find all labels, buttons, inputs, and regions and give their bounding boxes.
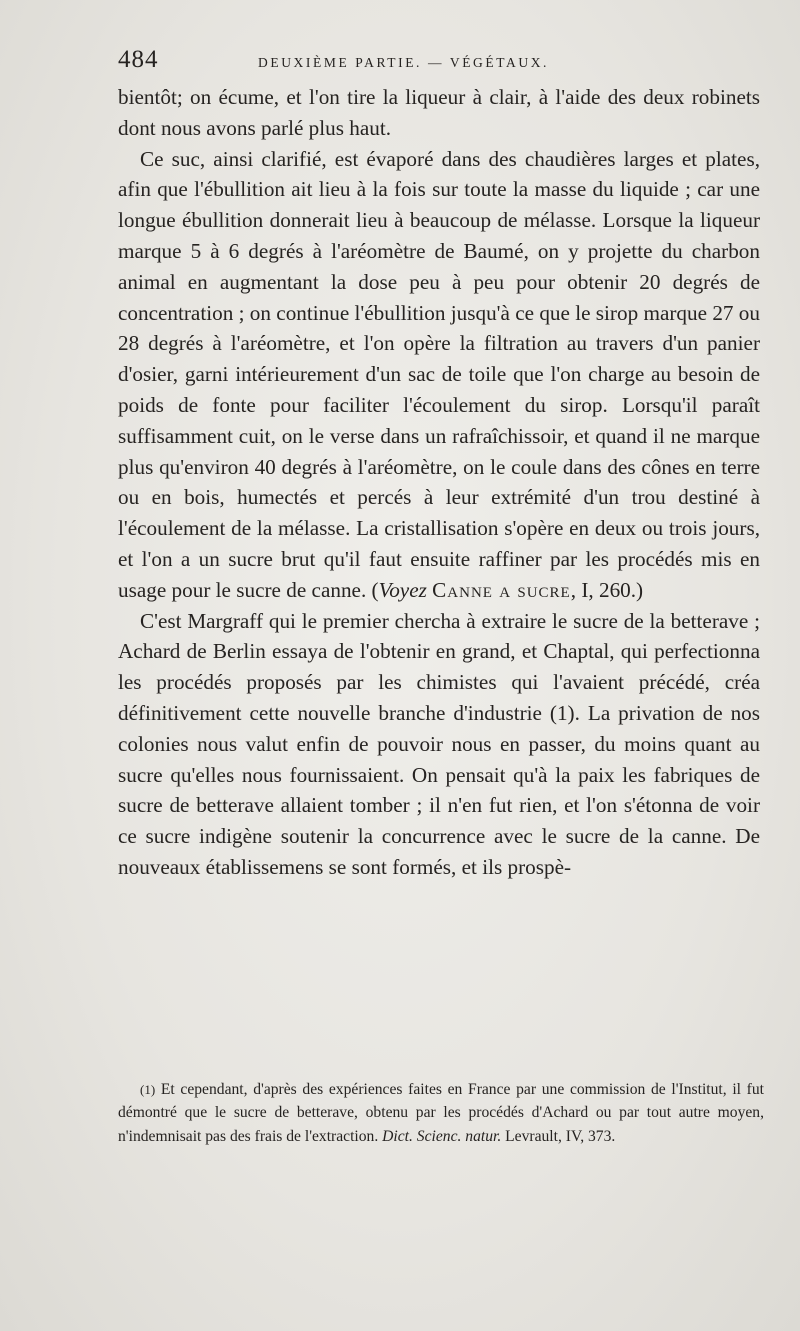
paragraph-3-text-a: C'est Margraff qui le premier chercha à extraire le sucre de la betterave ; Achard de Berlin essaya de l'obtenir en grand, et Chaptal, qui perfectionna les procédés proposés par les chimistes qui l'avaient précédé, créa définitivement cette nouvelle branche d'industrie bbox=[118, 608, 760, 725]
paragraph-3-text-b: . La privation de nos colonies nous valut enfin de pouvoir nous en passer, du moins quant au sucre qu'elles nous fournissaient. On pensait qu'à la paix les fabriques de sucre de betterave allaient tomber ; il n'en fut rien, et l'on s'étonna de voir ce sucre indigène soutenir la concurrence avec le sucre de la canne. De nouveaux établissemens se sont formés, et ils prospè- bbox=[118, 700, 761, 879]
paragraph-2-text: Ce suc, ainsi clarifié, est évaporé dans des chaudières larges et plates, afin que l'ébullition ait lieu à la fois sur toute la masse du liquide ; car une longue ébullition donnerait lieu à beaucoup de mélasse. Lorsque la liqueur marque 5 à 6 degrés à l'aréomètre de Baumé, on y projette du charbon animal en augmentant la dose peu à peu pour obtenir 20 degrés de concentration ; on continue l'ébullition jusqu'à ce que le sirop marque 27 ou 28 degrés à l'aréomètre, et l'on opère la filtration au travers d'un panier d'osier, garni intérieurement d'un sac de toile que l'on charge au besoin de poids de fonte pour faciliter l'écoulement du sirop. Lorsqu'il paraît suffisamment cuit, on le verse dans un rafraîchissoir, et quand il ne marque plus qu'environ 40 degrés à l'aréomètre, on le coule dans des cônes en terre ou en bois, humectés et percés à leur extrémité d'un trou destiné à l'écoulement de la mélasse. La cristallisation s'opère en deux ou trois jours, et l'on a un sucre brut qu'il faut ensuite raffiner par les procédés mis en usage pour le sucre de canne. bbox=[118, 146, 760, 602]
cross-reference-title: Canne a sucre bbox=[432, 577, 571, 602]
voyez-label: Voyez bbox=[378, 577, 427, 602]
paragraph-history bbox=[118, 606, 760, 883]
footnotes bbox=[118, 1078, 764, 1148]
footnote-marker: (1) bbox=[140, 1082, 156, 1097]
cross-reference: (Voyez Canne a sucre, I, 260.) bbox=[371, 577, 644, 602]
paragraph-sugar-extraction bbox=[118, 144, 760, 606]
page-number: 484 bbox=[118, 46, 159, 73]
footnote-1 bbox=[118, 1078, 764, 1148]
running-head: DEUXIÈME PARTIE. — VÉGÉTAUX. bbox=[258, 55, 550, 70]
paragraph-continuation bbox=[118, 82, 760, 144]
page-header bbox=[118, 46, 758, 86]
footnote-text: Et cependant, d'après des expériences faites en France par une commission de l'Institut, il fut démontré que le sucre de betterave, obtenu par les procédés d'Achard ou par tout autre moyen, n'indemnisait pas des frais de l'extraction. bbox=[118, 1081, 764, 1145]
footnote-reference: (1) bbox=[549, 700, 575, 725]
footnote-source: Dict. Scienc. natur. bbox=[382, 1127, 502, 1145]
body-text bbox=[118, 82, 760, 883]
paragraph-1-text: bientôt; on écume, et l'on tire la liqueur à clair, à l'aide des deux robinets dont nous avons parlé plus haut. bbox=[118, 85, 760, 140]
footnote-tail: Levrault, IV, 373. bbox=[505, 1127, 616, 1145]
